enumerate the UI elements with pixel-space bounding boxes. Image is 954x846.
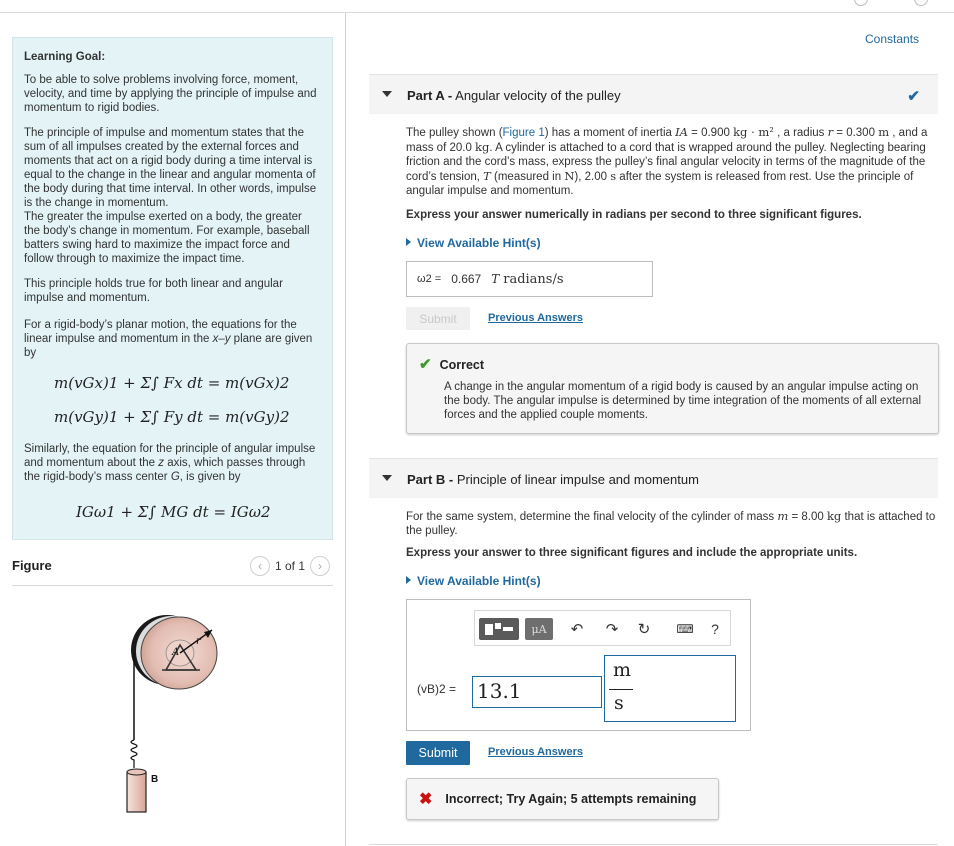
cylinder-top (127, 769, 146, 775)
redo-icon[interactable]: ↷ (605, 621, 619, 638)
feedback-title: ✔ Correct (419, 356, 485, 373)
equation-angular: IGω1 + Σ∫ MG dt = IGω2 (76, 503, 271, 521)
part-a-header[interactable] (369, 74, 938, 114)
top-circle-icon (854, 0, 868, 6)
cord-spring (131, 740, 137, 768)
label-B: B (151, 774, 159, 785)
goal-paragraph-3: The greater the impulse exerted on a body, the greater the body’s change in momentum. For example, baseball batters swing hard to maximize the impact force and follow through to maximize the impact time. (24, 211, 310, 265)
goal-paragraph-4: This principle holds true for both linear and angular impulse and momentum. (24, 278, 283, 304)
next-figure-button[interactable] (310, 556, 330, 576)
help-icon[interactable]: ? (711, 621, 719, 637)
learning-goal-panel (12, 37, 333, 540)
part-a-question: The pulley shown (Figure 1) has a moment of inertia IA = 0.900 kg · m² , a radius r = 0.300 m , and a mass of 20.0 kg. A cylinder is attached to a cord that is wrapped around the pulley. Neglecting bearing friction and the cord’s mass, express the pulley’s final angular velocity in terms of the magnitude of the cord’s tension, T (measured in N), 2.00 s after the system is released from rest. Use the principle of angular impulse and momentum. (406, 125, 928, 197)
feedback-text: A change in the angular momentum of a rigid body is caused by an angular impulse acting on the body. The angular impulse is determined by time integration of the moments of all external forces and the applied couple moments. (444, 381, 922, 421)
part-a-answer-display (406, 261, 653, 297)
collapse-triangle-icon[interactable] (382, 475, 392, 481)
template-box-icon (485, 624, 493, 635)
template-box-icon (495, 623, 501, 629)
part-b-header[interactable] (369, 458, 938, 498)
bottom-divider (369, 844, 938, 845)
part-b-previous-answers[interactable]: Previous Answers (488, 746, 583, 758)
reset-icon[interactable]: ↻ (637, 621, 651, 638)
incorrect-x-icon: ✖ (419, 791, 433, 808)
caret-right-icon (406, 238, 411, 246)
part-a-title: Part A - Angular velocity of the pulley (407, 88, 621, 103)
cylinder-B (127, 772, 146, 812)
feedback-text: Incorrect; Try Again; 5 attempts remaining (445, 792, 697, 806)
prev-figure-button[interactable] (250, 556, 270, 576)
equation-linear-y: m(vGy)1 + Σ∫ Fy dt = m(vGy)2 (54, 408, 290, 426)
fraction-bar (609, 689, 633, 690)
part-a-instruction: Express your answer numerically in radians per second to three significant figures. (406, 209, 862, 221)
correct-check-icon: ✔ (419, 356, 432, 373)
learning-goal-title: Learning Goal: (24, 51, 106, 63)
answer-label: ω2 = (417, 273, 442, 285)
part-b-question: For the same system, determine the final velocity of the cylinder of mass m = 8.00 kg that is attached to the pulley. (406, 509, 936, 537)
goal-paragraph-5: For a rigid-body’s planar motion, the equations for the linear impulse and momentum in the x–y plane are given by (24, 319, 313, 359)
top-circle-icon (914, 0, 928, 6)
goal-paragraph-1: To be able to solve problems involving force, moment, velocity, and time by applying the principle of impulse and momentum to rigid bodies. (24, 74, 317, 114)
chevron-left-icon: ‹ (257, 559, 262, 573)
answer-label: (vB)2 = (417, 682, 457, 696)
unit-numerator: m (613, 659, 632, 681)
part-a-feedback (406, 343, 939, 434)
collapse-triangle-icon[interactable] (382, 91, 392, 97)
top-icons (834, 0, 934, 6)
part-b-feedback (406, 778, 719, 820)
part-a-submit-button[interactable]: Submit (406, 307, 470, 330)
part-b-hint-toggle[interactable]: View Available Hint(s) (406, 574, 541, 588)
completed-check-icon: ✔ (907, 88, 920, 105)
figure-pager (250, 556, 330, 576)
answer-units-input[interactable] (604, 655, 736, 722)
answer-variable: T (491, 272, 500, 286)
pulley-figure[interactable] (100, 600, 230, 820)
answer-value: 0.667 (451, 272, 482, 286)
part-a-hint-toggle[interactable]: View Available Hint(s) (406, 236, 541, 250)
template-box-icon (503, 627, 513, 631)
equation-linear-x: m(vGx)1 + Σ∫ Fx dt = m(vGx)2 (54, 374, 290, 392)
keyboard-icon[interactable]: ⌨ (676, 622, 694, 636)
goal-paragraph-6: Similarly, the equation for the principle of angular impulse and momentum about the z axis, which passes through the rigid-body’s mass center G, is given by (24, 443, 316, 483)
figure-page-count: 1 of 1 (274, 559, 305, 573)
panel-divider (345, 13, 346, 846)
unit-denominator: s (614, 692, 624, 714)
units-button[interactable]: μA (525, 618, 553, 640)
chevron-right-icon: › (318, 559, 322, 573)
goal-paragraph-2: The principle of impulse and momentum states that the sum of all impulses created by the external forces and moments that act on a rigid body during a time interval is equal to the change in the linear and angular momenta of the body during that time interval. In other words, impulse is the change in momentum. (24, 127, 317, 209)
constants-link[interactable]: Constants (865, 32, 920, 46)
part-b-title: Part B - Principle of linear impulse and momentum (407, 472, 699, 487)
answer-value-input[interactable]: 13.1 (472, 676, 602, 708)
undo-icon[interactable]: ↶ (570, 621, 584, 638)
templates-button[interactable] (479, 618, 519, 640)
figure-title: Figure (12, 558, 52, 573)
figure-link[interactable]: Figure 1 (502, 127, 545, 139)
part-b-instruction: Express your answer to three significant figures and include the appropriate units. (406, 547, 858, 559)
part-b-submit-button[interactable]: Submit (406, 741, 470, 765)
caret-right-icon (406, 576, 411, 584)
label-A: A (172, 647, 180, 658)
math-toolbar (474, 610, 731, 646)
part-a-previous-answers[interactable]: Previous Answers (488, 312, 583, 324)
answer-unit: radians/s (503, 271, 564, 287)
label-r: r (196, 636, 201, 647)
top-divider (0, 12, 954, 13)
figure-header (12, 558, 333, 586)
part-b-answer-editor (406, 599, 751, 731)
